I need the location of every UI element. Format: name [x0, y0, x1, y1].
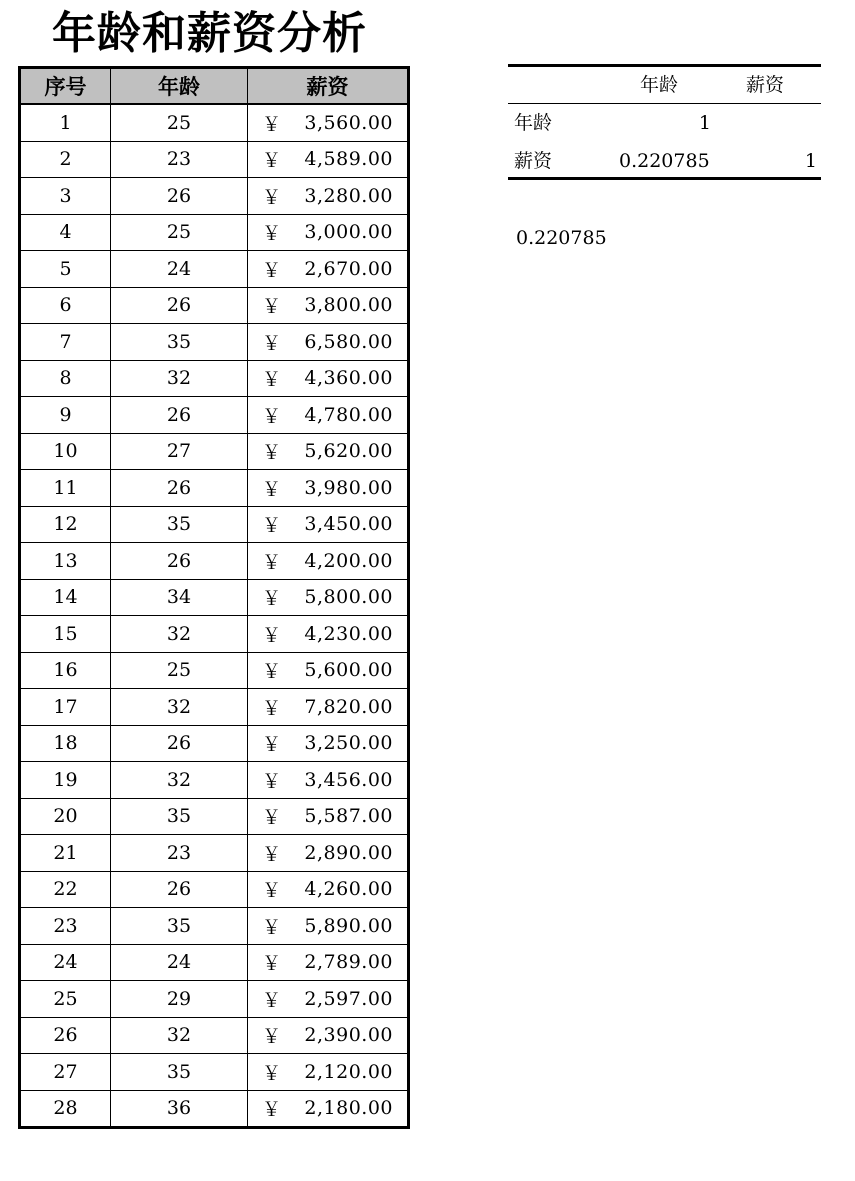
salary-amount: 3,250.00 [304, 732, 393, 755]
currency-symbol: ￥ [262, 660, 282, 683]
table-row [20, 141, 409, 178]
cell-salary[interactable] [248, 871, 409, 908]
cell-age[interactable]: 25 [111, 104, 248, 141]
table-row [20, 360, 409, 397]
table-row [20, 981, 409, 1018]
cell-index[interactable]: 9 [20, 397, 111, 434]
cell-age[interactable]: 36 [111, 1090, 248, 1128]
cell-index[interactable]: 13 [20, 543, 111, 580]
currency-symbol: ￥ [262, 441, 282, 464]
currency-symbol: ￥ [262, 113, 282, 136]
cell-index[interactable]: 14 [20, 579, 111, 616]
correlation-col-header-age[interactable]: 年龄 [640, 74, 679, 96]
cell-index[interactable]: 11 [20, 470, 111, 507]
correlation-salary-salary[interactable]: 1 [804, 150, 817, 172]
table-row [20, 908, 409, 945]
currency-symbol: ￥ [262, 587, 282, 610]
cell-salary[interactable] [248, 470, 409, 507]
cell-age[interactable]: 26 [111, 178, 248, 215]
salary-amount: 7,820.00 [304, 695, 393, 718]
salary-amount: 2,670.00 [304, 257, 393, 280]
currency-symbol: ￥ [262, 149, 282, 172]
cell-salary[interactable] [248, 543, 409, 580]
salary-amount: 2,789.00 [304, 951, 393, 974]
correlation-header-rule [508, 103, 821, 104]
table-row [20, 543, 409, 580]
salary-amount: 4,200.00 [304, 549, 393, 572]
salary-amount: 5,587.00 [304, 805, 393, 828]
cell-salary[interactable] [248, 214, 409, 251]
table-row [20, 324, 409, 361]
cell-salary[interactable] [248, 944, 409, 981]
currency-symbol: ￥ [262, 806, 282, 829]
cell-index[interactable]: 12 [20, 506, 111, 543]
cell-age[interactable]: 25 [111, 652, 248, 689]
age-salary-table [18, 66, 410, 1129]
table-row [20, 944, 409, 981]
cell-age[interactable]: 32 [111, 360, 248, 397]
salary-amount: 6,580.00 [304, 330, 393, 353]
cell-index[interactable]: 7 [20, 324, 111, 361]
salary-amount: 3,000.00 [304, 221, 393, 244]
correlation-salary-age[interactable]: 0.220785 [619, 150, 710, 172]
cell-salary[interactable] [248, 287, 409, 324]
cell-age[interactable]: 26 [111, 725, 248, 762]
cell-salary[interactable] [248, 579, 409, 616]
currency-symbol: ￥ [262, 952, 282, 975]
table-body [20, 104, 409, 1128]
salary-amount: 5,800.00 [304, 586, 393, 609]
salary-amount: 2,890.00 [304, 841, 393, 864]
cell-index[interactable]: 28 [20, 1090, 111, 1128]
table-row [20, 689, 409, 726]
cell-age[interactable]: 26 [111, 397, 248, 434]
cell-age[interactable]: 25 [111, 214, 248, 251]
cell-index[interactable]: 3 [20, 178, 111, 215]
cell-age[interactable]: 32 [111, 1017, 248, 1054]
cell-index[interactable]: 22 [20, 871, 111, 908]
cell-index[interactable]: 18 [20, 725, 111, 762]
currency-symbol: ￥ [262, 332, 282, 355]
cell-salary[interactable] [248, 908, 409, 945]
cell-age[interactable]: 32 [111, 616, 248, 653]
table-row [20, 397, 409, 434]
cell-index[interactable]: 23 [20, 908, 111, 945]
cell-index[interactable]: 27 [20, 1054, 111, 1091]
cell-salary[interactable] [248, 433, 409, 470]
table-row [20, 798, 409, 835]
correlation-bottom-rule [508, 177, 821, 180]
salary-amount: 2,597.00 [304, 987, 393, 1010]
table-row [20, 1017, 409, 1054]
currency-symbol: ￥ [262, 879, 282, 902]
table-row [20, 178, 409, 215]
cell-age[interactable]: 26 [111, 287, 248, 324]
table-row [20, 835, 409, 872]
salary-amount: 3,456.00 [304, 768, 393, 791]
cell-index[interactable]: 21 [20, 835, 111, 872]
cell-index[interactable]: 10 [20, 433, 111, 470]
cell-age[interactable]: 35 [111, 908, 248, 945]
cell-index[interactable]: 1 [20, 104, 111, 141]
salary-amount: 2,120.00 [304, 1060, 393, 1083]
cell-salary[interactable] [248, 506, 409, 543]
cell-index[interactable]: 17 [20, 689, 111, 726]
cell-salary[interactable] [248, 1090, 409, 1128]
salary-amount: 4,260.00 [304, 878, 393, 901]
cell-age[interactable]: 35 [111, 506, 248, 543]
currency-symbol: ￥ [262, 186, 282, 209]
cell-index[interactable]: 26 [20, 1017, 111, 1054]
table-row [20, 652, 409, 689]
cell-salary[interactable] [248, 1054, 409, 1091]
cell-age[interactable]: 26 [111, 470, 248, 507]
cell-index[interactable]: 24 [20, 944, 111, 981]
table-row [20, 762, 409, 799]
salary-amount: 3,280.00 [304, 184, 393, 207]
cell-salary[interactable] [248, 835, 409, 872]
salary-amount: 5,620.00 [304, 440, 393, 463]
table-row [20, 1090, 409, 1128]
correlation-row-label-age[interactable]: 年龄 [514, 112, 553, 134]
salary-amount: 4,780.00 [304, 403, 393, 426]
salary-amount: 3,450.00 [304, 513, 393, 536]
currency-symbol: ￥ [262, 770, 282, 793]
cell-salary[interactable] [248, 324, 409, 361]
page-title: 年龄和薪资分析 [52, 8, 367, 59]
salary-amount: 4,360.00 [304, 367, 393, 390]
cell-salary[interactable] [248, 178, 409, 215]
currency-symbol: ￥ [262, 259, 282, 282]
cell-age[interactable]: 24 [111, 944, 248, 981]
table-row [20, 251, 409, 288]
cell-age[interactable]: 35 [111, 324, 248, 361]
table-row [20, 214, 409, 251]
correlation-col-header-salary[interactable]: 薪资 [746, 74, 785, 96]
cell-index[interactable]: 19 [20, 762, 111, 799]
cell-salary[interactable] [248, 762, 409, 799]
cell-salary[interactable] [248, 652, 409, 689]
header-age[interactable]: 年龄 [111, 68, 248, 105]
table-header-row [20, 68, 409, 105]
cell-salary[interactable] [248, 141, 409, 178]
currency-symbol: ￥ [262, 916, 282, 939]
cell-age[interactable]: 26 [111, 871, 248, 908]
cell-age[interactable]: 32 [111, 689, 248, 726]
table-row [20, 470, 409, 507]
cell-age[interactable]: 32 [111, 762, 248, 799]
currency-symbol: ￥ [262, 1025, 282, 1048]
salary-amount: 2,180.00 [304, 1097, 393, 1120]
correlation-top-rule [508, 64, 821, 67]
cell-index[interactable]: 5 [20, 251, 111, 288]
cell-salary[interactable] [248, 616, 409, 653]
currency-symbol: ￥ [262, 222, 282, 245]
cell-age[interactable]: 23 [111, 141, 248, 178]
salary-amount: 3,560.00 [304, 111, 393, 134]
cell-index[interactable]: 16 [20, 652, 111, 689]
cell-salary[interactable] [248, 725, 409, 762]
cell-age[interactable]: 34 [111, 579, 248, 616]
salary-amount: 4,230.00 [304, 622, 393, 645]
table-row [20, 1054, 409, 1091]
salary-amount: 5,890.00 [304, 914, 393, 937]
cell-age[interactable]: 26 [111, 543, 248, 580]
cell-salary[interactable] [248, 1017, 409, 1054]
table-row [20, 104, 409, 141]
cell-age[interactable]: 24 [111, 251, 248, 288]
currency-symbol: ￥ [262, 733, 282, 756]
cell-index[interactable]: 25 [20, 981, 111, 1018]
cell-salary[interactable] [248, 981, 409, 1018]
table-row [20, 433, 409, 470]
table-row [20, 579, 409, 616]
cell-age[interactable]: 29 [111, 981, 248, 1018]
cell-age[interactable]: 23 [111, 835, 248, 872]
table-row [20, 616, 409, 653]
currency-symbol: ￥ [262, 514, 282, 537]
salary-amount: 4,589.00 [304, 148, 393, 171]
salary-amount: 3,980.00 [304, 476, 393, 499]
cell-index[interactable]: 6 [20, 287, 111, 324]
currency-symbol: ￥ [262, 295, 282, 318]
cell-index[interactable]: 20 [20, 798, 111, 835]
currency-symbol: ￥ [262, 405, 282, 428]
currency-symbol: ￥ [262, 989, 282, 1012]
header-salary[interactable]: 薪资 [248, 68, 409, 105]
cell-salary[interactable] [248, 251, 409, 288]
currency-symbol: ￥ [262, 478, 282, 501]
currency-symbol: ￥ [262, 1098, 282, 1121]
table-row [20, 506, 409, 543]
salary-amount: 3,800.00 [304, 294, 393, 317]
cell-index[interactable]: 8 [20, 360, 111, 397]
correlation-age-age[interactable]: 1 [698, 112, 711, 134]
cell-index[interactable]: 2 [20, 141, 111, 178]
salary-amount: 5,600.00 [304, 659, 393, 682]
table-row [20, 871, 409, 908]
cell-salary[interactable] [248, 104, 409, 141]
currency-symbol: ￥ [262, 624, 282, 647]
header-index[interactable]: 序号 [20, 68, 111, 105]
cell-salary[interactable] [248, 397, 409, 434]
salary-amount: 2,390.00 [304, 1024, 393, 1047]
correlation-table [508, 64, 821, 180]
cell-salary[interactable] [248, 689, 409, 726]
currency-symbol: ￥ [262, 368, 282, 391]
cell-age[interactable]: 27 [111, 433, 248, 470]
currency-symbol: ￥ [262, 1062, 282, 1085]
correlation-row-label-salary[interactable]: 薪资 [514, 150, 553, 172]
cell-age[interactable]: 35 [111, 1054, 248, 1091]
currency-symbol: ￥ [262, 843, 282, 866]
cell-index[interactable]: 4 [20, 214, 111, 251]
table-row [20, 725, 409, 762]
cell-age[interactable]: 35 [111, 798, 248, 835]
cell-salary[interactable] [248, 360, 409, 397]
cell-salary[interactable] [248, 798, 409, 835]
table-row [20, 287, 409, 324]
cell-index[interactable]: 15 [20, 616, 111, 653]
correlation-result-cell[interactable]: 0.220785 [516, 227, 607, 249]
currency-symbol: ￥ [262, 697, 282, 720]
currency-symbol: ￥ [262, 551, 282, 574]
